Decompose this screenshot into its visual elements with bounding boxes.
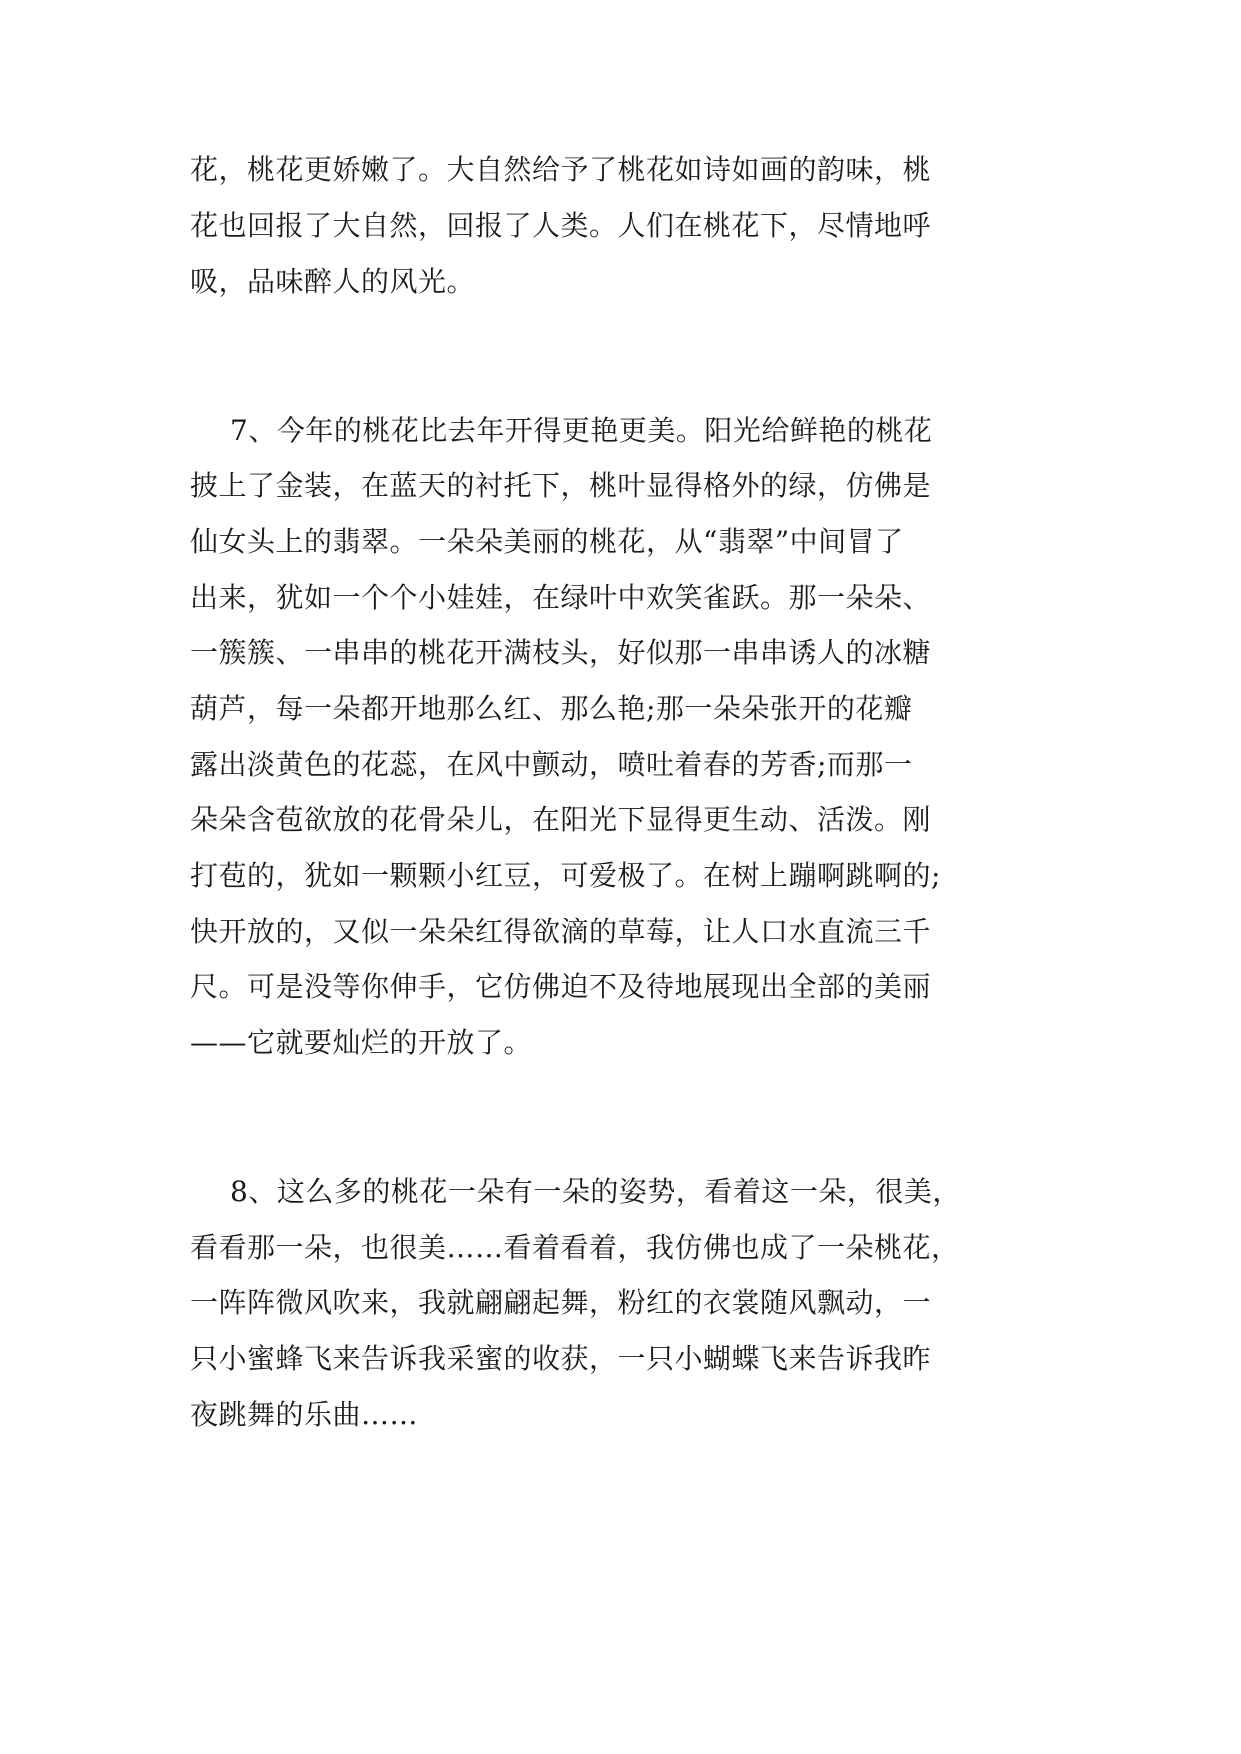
- paragraph-2-line-11: 尺。可是没等你伸手，它仿佛迫不及待地展现出全部的美丽: [190, 970, 932, 1003]
- paragraph-2-line-7: 露出淡黄色的花蕊，在风中颤动，喷吐着春的芳香;而那一: [190, 748, 913, 781]
- paragraph-2-line-1: 7、今年的桃花比去年开得更艳更美。阳光给鲜艳的桃花: [230, 414, 933, 447]
- paragraph-2-line-2: 披上了金装，在蓝天的衬托下，桃叶显得格外的绿，仿佛是: [190, 469, 932, 502]
- paragraph-2-line-12: ——它就要灿烂的开放了。: [190, 1026, 533, 1059]
- paragraph-3-line-5: 夜跳舞的乐曲……: [190, 1398, 419, 1431]
- paragraph-2-line-3: 仙女头上的翡翠。一朵朵美丽的桃花，从“翡翠”中间冒了: [190, 525, 904, 558]
- paragraph-1-line-2: 花也回报了大自然，回报了人类。人们在桃花下，尽情地呼: [190, 209, 932, 242]
- paragraph-3-line-1: 8、这么多的桃花一朵有一朵的姿势，看着这一朵，很美，: [230, 1175, 961, 1208]
- paragraph-3-line-2: 看看那一朵，也很美……看着看着，我仿佛也成了一朵桃花，: [190, 1231, 960, 1264]
- paragraph-3-line-4: 只小蜜蜂飞来告诉我采蜜的收获，一只小蝴蝶飞来告诉我昨: [190, 1342, 932, 1375]
- paragraph-2-line-8: 朵朵含苞欲放的花骨朵儿，在阳光下显得更生动、活泼。刚: [190, 803, 932, 836]
- paragraph-2-line-10: 快开放的，又似一朵朵红得欲滴的草莓，让人口水直流三千: [190, 915, 932, 948]
- paragraph-2-line-5: 一簇簇、一串串的桃花开满枝头，好似那一串串诱人的冰糖: [190, 636, 932, 669]
- paragraph-1-line-1: 花，桃花更娇嫩了。大自然给予了桃花如诗如画的韵味，桃: [190, 153, 932, 186]
- paragraph-1-line-3: 吸，品味醉人的风光。: [190, 265, 476, 298]
- paragraph-2-line-9: 打苞的，犹如一颗颗小红豆，可爱极了。在树上蹦啊跳啊的;: [190, 859, 941, 892]
- paragraph-3-line-3: 一阵阵微风吹来，我就翩翩起舞，粉红的衣裳随风飘动，一: [190, 1286, 932, 1319]
- paragraph-2-line-4: 出来，犹如一个个小娃娃，在绿叶中欢笑雀跃。那一朵朵、: [190, 581, 932, 614]
- paragraph-2-line-6: 葫芦，每一朵都开地那么红、那么艳;那一朵朵张开的花瓣: [190, 692, 913, 725]
